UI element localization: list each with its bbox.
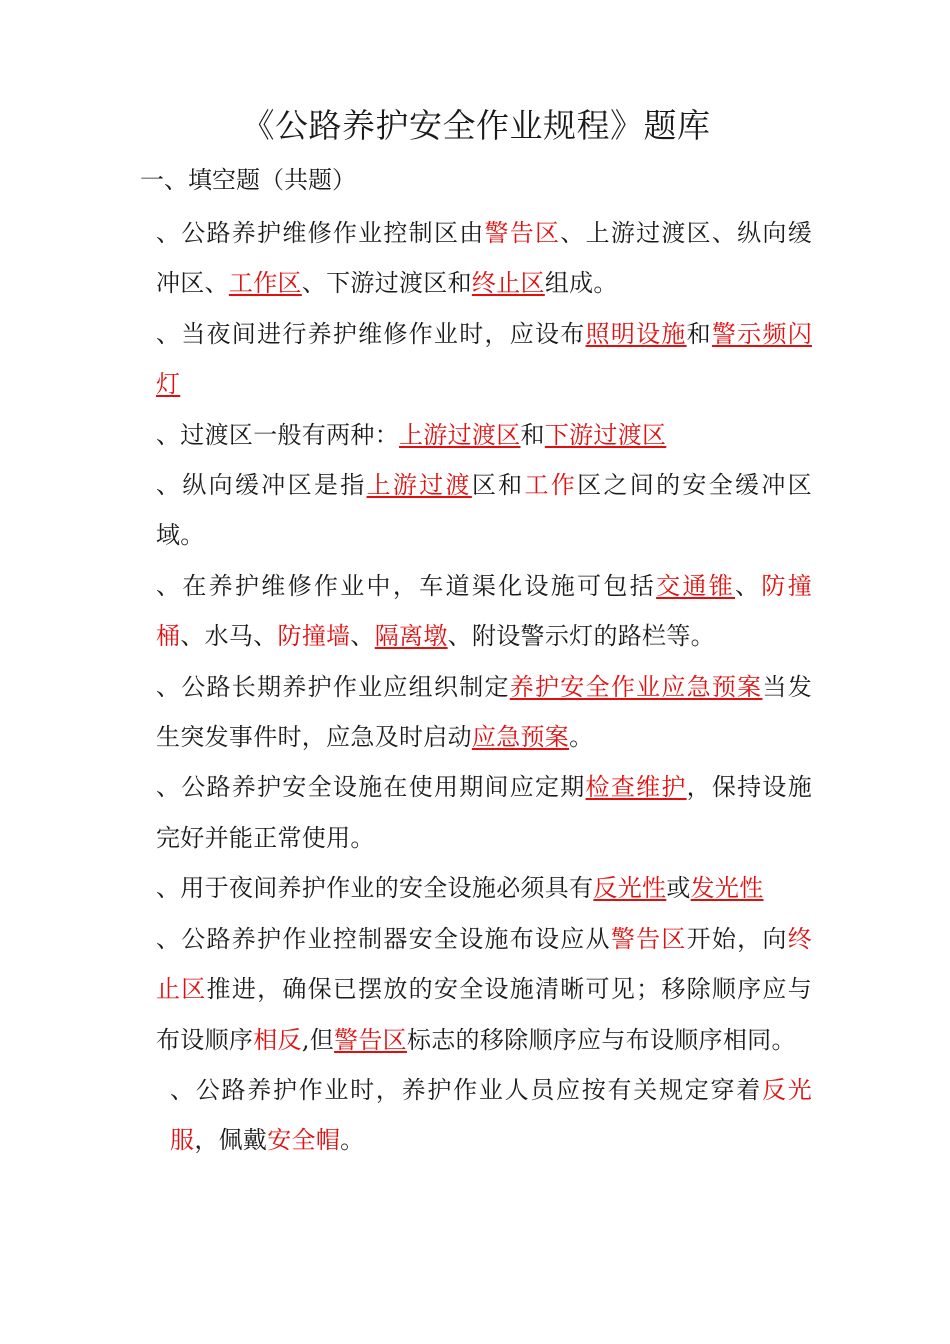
answer-text: 发光性 — [690, 874, 764, 903]
answer-text: 上游过渡 — [366, 471, 472, 500]
answer-text: 相反 — [253, 1025, 302, 1054]
document-page — [140, 98, 812, 1166]
answer-text: 安全帽 — [267, 1126, 341, 1155]
question-item — [140, 662, 812, 763]
question-text: 开始，向 — [686, 924, 788, 953]
question-text: 、公路养护维修作业控制区由 — [156, 219, 485, 247]
question-text: 、上游过渡区、纵向缓冲区、 — [156, 219, 813, 298]
answer-text: 警告区 — [610, 924, 687, 953]
question-text: 、 — [350, 622, 375, 651]
question-text: 、当夜间进行养护维修作业时，应设布 — [156, 319, 586, 348]
answer-text: 警告区 — [484, 219, 561, 247]
answer-text: 警示频闪灯 — [156, 319, 813, 399]
question-text: ,但 — [301, 1025, 335, 1054]
answer-text: 下游过渡区 — [544, 420, 667, 449]
question-text: 、水马、 — [180, 622, 278, 651]
question-text: 、公路养护作业控制器安全设施布设应从 — [156, 924, 611, 953]
answer-text: 防撞桶 — [156, 571, 812, 651]
question-item — [140, 208, 812, 309]
answer-text: 反光性 — [593, 874, 667, 903]
question-item — [140, 863, 812, 913]
document-title: 《公路养护安全作业规程》题库 — [241, 106, 711, 145]
answer-text: 养护安全作业应急预案 — [509, 672, 763, 701]
answer-text: 警告区 — [334, 1025, 407, 1054]
answer-text: 交通锥 — [656, 571, 736, 600]
answer-text: 上游过渡区 — [399, 420, 521, 449]
question-text: 。 — [340, 1126, 365, 1155]
question-item — [140, 309, 812, 410]
question-text: 、在养护维修作业中，车道渠化设施可包括 — [156, 571, 657, 600]
question-text: 标志的移除顺序应与布设顺序相同。 — [406, 1025, 796, 1054]
question-item — [140, 1065, 812, 1166]
question-item — [140, 460, 812, 561]
question-list — [140, 208, 812, 1166]
question-text: 、纵向缓冲区是指 — [156, 471, 367, 500]
question-text: 。 — [569, 723, 594, 752]
section-heading: 一、填空题（共题） — [140, 166, 356, 194]
question-text: 区和 — [471, 471, 525, 500]
question-text: 、公路养护作业时，养护作业人员应按有关规定穿着 — [170, 1075, 762, 1104]
question-text: 、附设警示灯的路栏等。 — [447, 622, 715, 651]
answer-text: 隔离墩 — [374, 622, 448, 651]
question-text: ，佩戴 — [194, 1126, 268, 1155]
question-item — [140, 410, 812, 460]
answer-text: 终止区 — [471, 269, 545, 298]
answer-text: 应急预案 — [471, 723, 570, 752]
question-text: 、用于夜间养护作业的安全设施必须具有 — [156, 874, 594, 903]
question-text: 、下游过渡区和 — [301, 269, 472, 298]
question-text: 组成。 — [544, 269, 618, 298]
answer-text: 终止区 — [156, 924, 813, 1004]
question-text: ，保持设施完好并能正常使用。 — [156, 773, 812, 852]
question-text: 和 — [686, 319, 712, 348]
question-item — [140, 762, 812, 863]
answer-text: 工作区 — [228, 269, 302, 298]
answer-text: 照明设施 — [585, 319, 687, 348]
answer-text: 防撞墙 — [277, 622, 351, 651]
question-text: 区之间的安全缓冲区域。 — [156, 471, 812, 550]
question-text: 当发生突发事件时，应急及时启动 — [156, 672, 813, 752]
question-text: 、公路长期养护作业应组织制定 — [156, 672, 510, 701]
question-text: 、 — [735, 571, 762, 600]
question-text: 或 — [666, 874, 691, 903]
question-item — [140, 914, 812, 1065]
question-item — [140, 561, 812, 662]
question-text: 推进，确保已摆放的安全设施清晰可见；移除顺序应与布设顺序 — [156, 975, 812, 1054]
question-text: 和 — [520, 420, 545, 449]
answer-text: 反光服 — [170, 1075, 812, 1155]
question-text: 、过渡区一般有两种： — [156, 420, 399, 449]
question-text: 、公路养护安全设施在使用期间应定期 — [156, 773, 586, 802]
answer-text: 检查维护 — [585, 773, 687, 802]
answer-text: 工作 — [524, 471, 578, 500]
